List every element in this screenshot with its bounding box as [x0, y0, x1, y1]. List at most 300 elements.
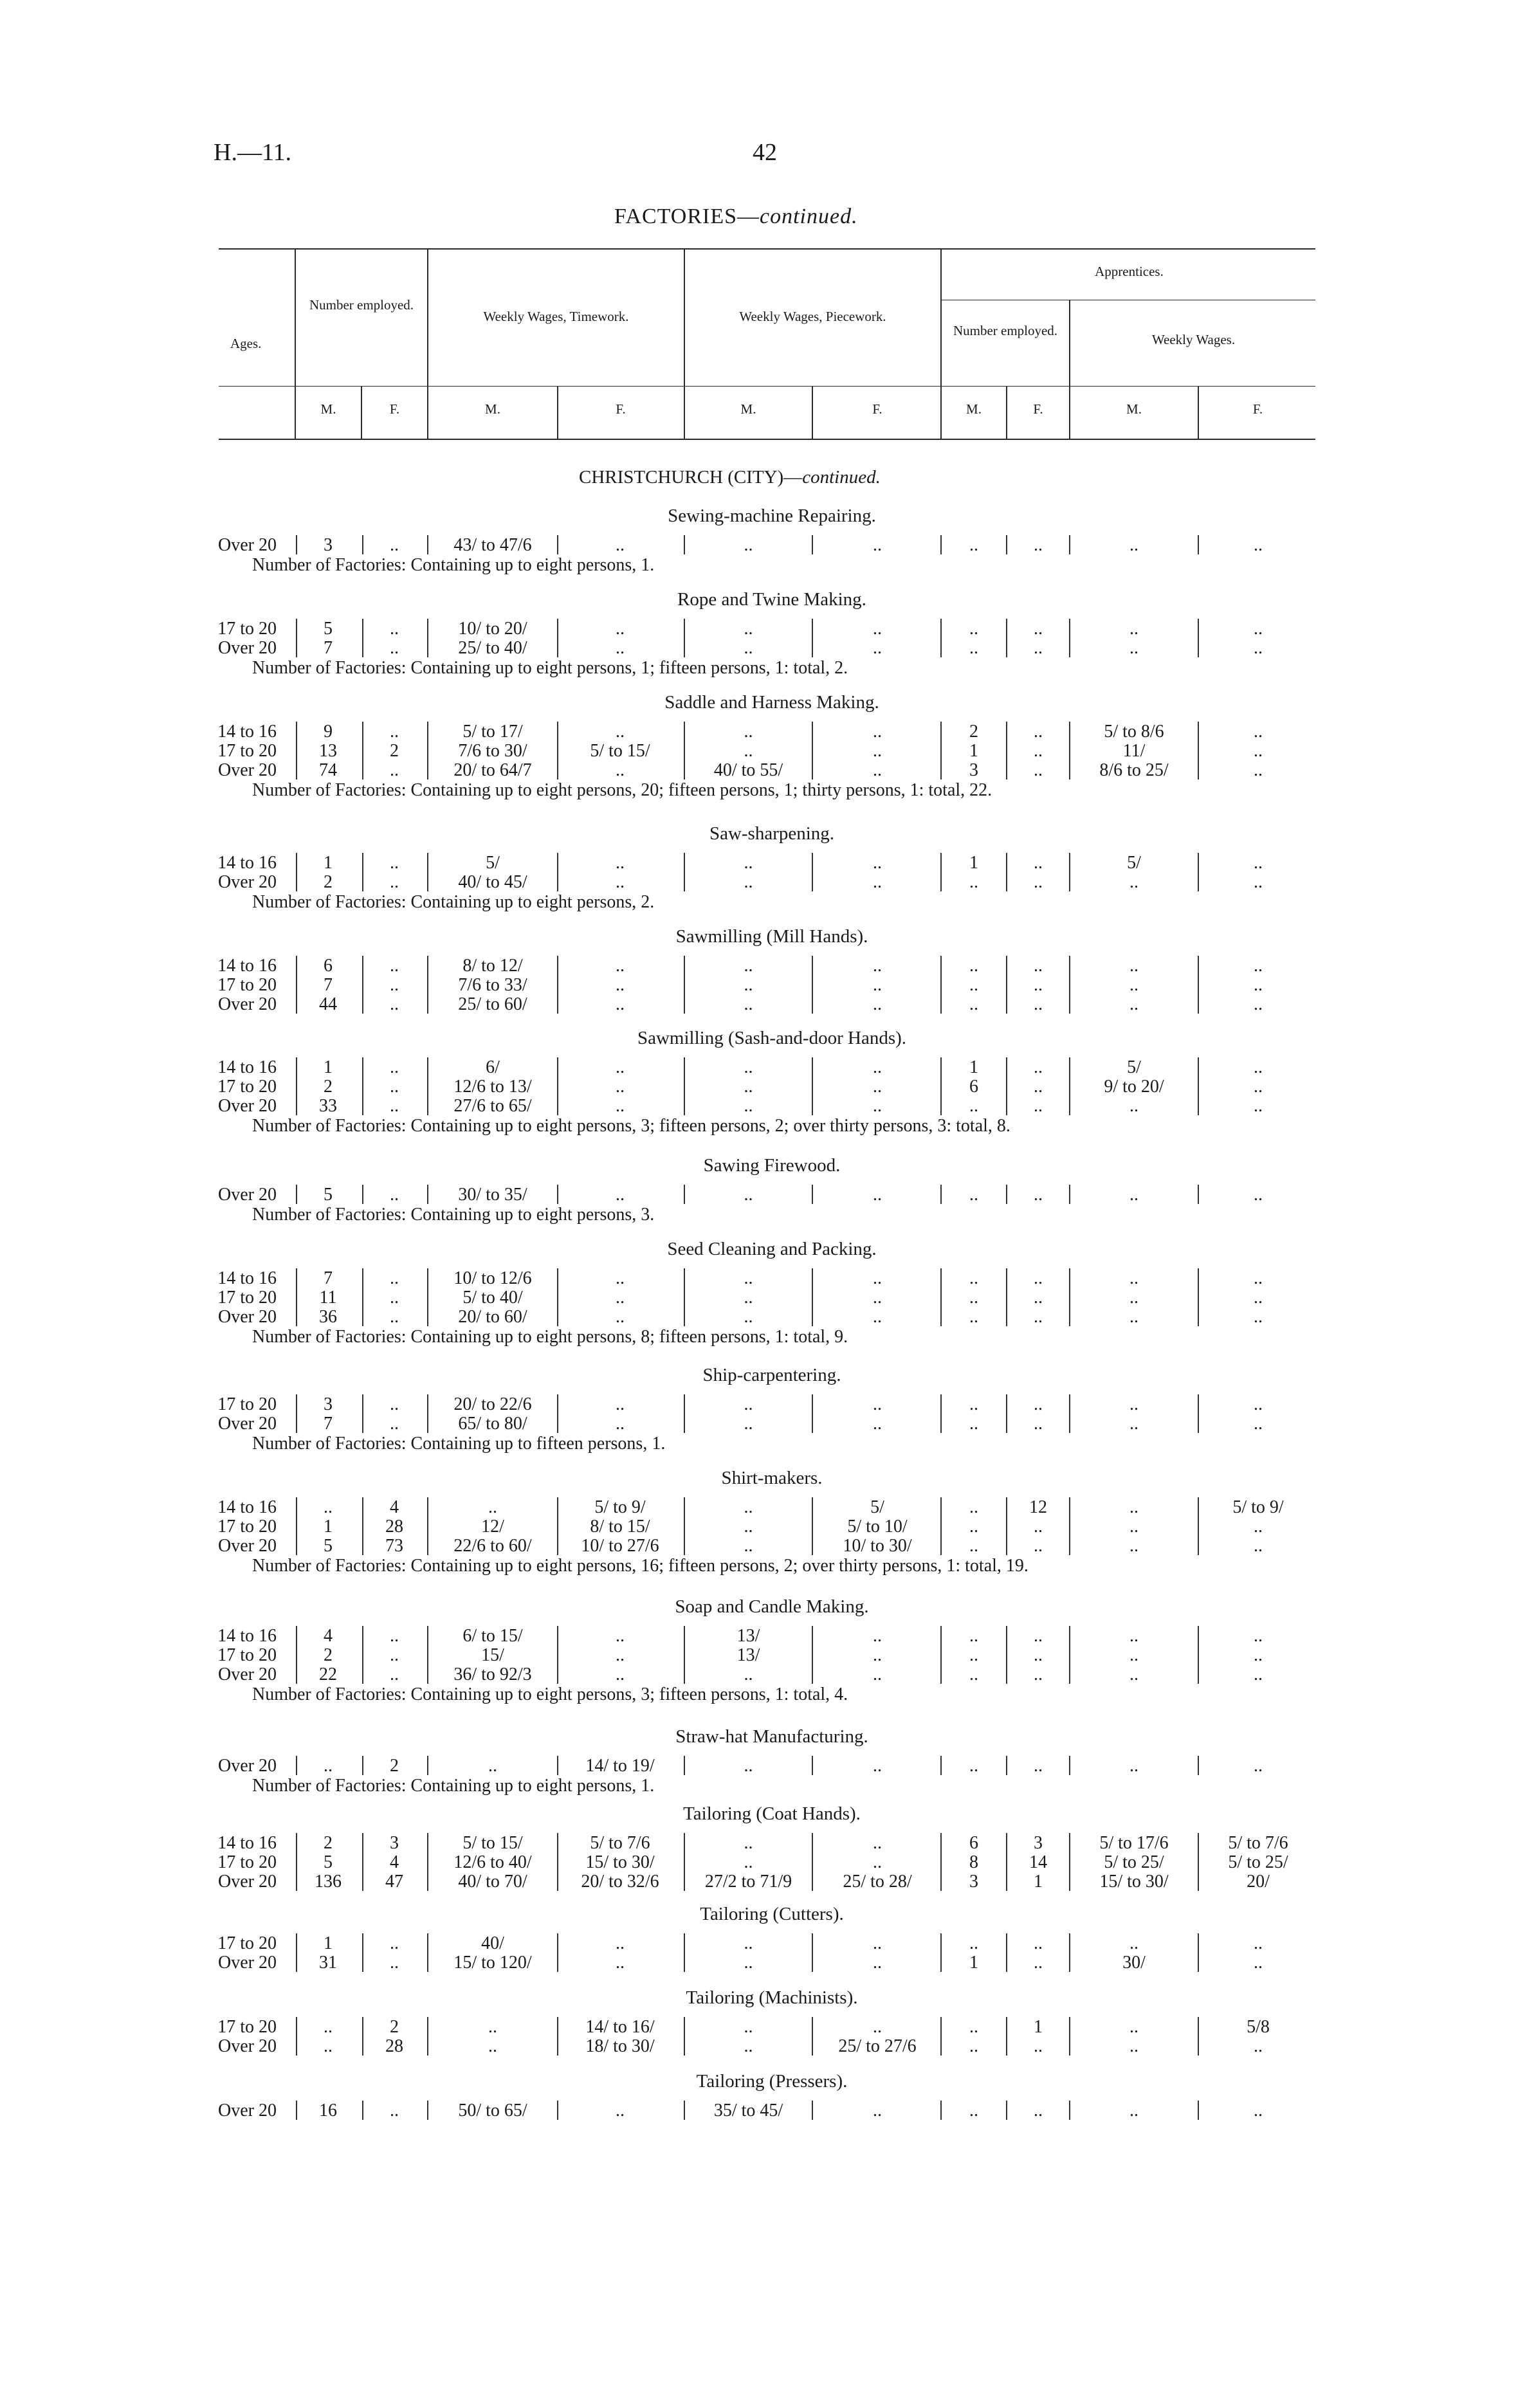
table-cell: 73 [385, 1536, 403, 1556]
age-cell: Over 20 [218, 1185, 277, 1205]
column-separator [557, 1268, 558, 1326]
city-heading-main: CHRISTCHURCH (CITY)— [579, 467, 803, 488]
table-cell: 7 [324, 638, 333, 658]
table-cell: 20/ to 32/6 [581, 1872, 659, 1892]
column-separator [296, 1057, 297, 1115]
table-cell: 5/ to 40/ [462, 1288, 523, 1308]
table-cell: .. [1254, 872, 1263, 892]
table-cell: .. [390, 1414, 399, 1434]
column-separator [296, 1933, 297, 1972]
col-divider [427, 248, 428, 439]
table-cell: .. [1129, 1645, 1138, 1665]
table-cell: .. [1034, 872, 1043, 892]
table-cell: .. [1034, 760, 1043, 780]
header-f: F. [616, 401, 626, 417]
column-separator [812, 853, 813, 891]
table-cell: .. [1034, 1185, 1043, 1205]
column-separator [296, 1497, 297, 1555]
col-divider-sub [1198, 386, 1199, 439]
table-cell: .. [1254, 1645, 1263, 1665]
column-separator [1069, 535, 1070, 554]
column-separator [296, 1268, 297, 1326]
column-separator [1069, 1268, 1070, 1326]
table-cell: .. [1254, 619, 1263, 639]
table-cell: 2 [390, 2017, 399, 2037]
col-divider [940, 248, 942, 439]
column-separator [684, 956, 685, 1014]
table-cell: .. [969, 1414, 978, 1434]
table-cell: .. [1034, 1077, 1043, 1097]
table-cell: .. [873, 535, 882, 555]
table-cell: 2 [324, 1645, 333, 1665]
column-separator [684, 2017, 685, 2056]
table-cell: .. [1254, 1307, 1263, 1327]
column-separator [362, 853, 363, 891]
column-separator [427, 619, 428, 657]
column-separator [1006, 2101, 1007, 2120]
column-separator [427, 853, 428, 891]
column-separator [940, 853, 942, 891]
table-cell: 6 [969, 1077, 978, 1097]
table-cell: .. [744, 1394, 753, 1414]
age-cell: Over 20 [218, 1756, 277, 1776]
table-cell: 40/ to 55/ [713, 760, 783, 780]
age-cell: Over 20 [218, 1872, 277, 1892]
table-cell: 5/ [870, 1497, 884, 1517]
column-separator [557, 535, 558, 554]
table-cell: .. [616, 2101, 625, 2121]
table-cell: 13/ [736, 1626, 760, 1646]
table-cell: .. [1129, 1414, 1138, 1434]
column-separator [1198, 722, 1199, 780]
table-cell: .. [744, 1057, 753, 1077]
column-separator [427, 1394, 428, 1433]
table-cell: .. [616, 975, 625, 995]
table-cell: 36/ to 92/3 [453, 1665, 532, 1684]
table-cell: 5/ to 7/6 [1228, 1833, 1288, 1853]
column-separator [812, 619, 813, 657]
table-cell: .. [873, 722, 882, 742]
table-cell: .. [616, 1665, 625, 1684]
section-title: Tailoring (Machinists). [686, 1987, 858, 2008]
column-separator [1069, 1626, 1070, 1684]
age-cell: 14 to 16 [217, 853, 277, 873]
table-cell: .. [390, 760, 399, 780]
table-cell: .. [1034, 1665, 1043, 1684]
column-separator [427, 1626, 428, 1684]
column-separator [296, 1394, 297, 1433]
table-cell: 7/6 to 33/ [458, 975, 527, 995]
table-cell: .. [873, 1185, 882, 1205]
table-cell: .. [1129, 1288, 1138, 1308]
table-cell: .. [1034, 1268, 1043, 1288]
table-cell: .. [1129, 1185, 1138, 1205]
table-cell: 1 [1034, 1872, 1043, 1892]
table-cell: .. [1129, 2036, 1138, 2056]
column-separator [427, 1497, 428, 1555]
age-cell: 14 to 16 [217, 722, 277, 742]
table-cell: 12/6 to 40/ [453, 1852, 532, 1872]
table-cell: .. [1129, 994, 1138, 1014]
age-cell: 17 to 20 [217, 1517, 277, 1537]
age-cell: 14 to 16 [217, 1833, 277, 1853]
column-separator [362, 1756, 363, 1775]
table-cell: .. [1034, 741, 1043, 761]
table-cell: .. [1034, 853, 1043, 873]
column-separator [684, 1057, 685, 1115]
section-title: Straw-hat Manufacturing. [675, 1726, 868, 1747]
table-cell: .. [616, 853, 625, 873]
table-cell: .. [969, 619, 978, 639]
section-title: Ship-carpentering. [702, 1365, 841, 1385]
table-cell: .. [1129, 1497, 1138, 1517]
table-cell: 4 [390, 1497, 399, 1517]
column-separator [296, 1833, 297, 1891]
column-separator [427, 1933, 428, 1972]
table-cell: 1 [969, 853, 978, 873]
table-cell: .. [390, 1953, 399, 1973]
table-cell: 9/ to 20/ [1104, 1077, 1164, 1097]
age-cell: Over 20 [218, 535, 277, 555]
section-title: Saddle and Harness Making. [664, 692, 879, 713]
table-cell: .. [1034, 1756, 1043, 1776]
age-cell: 14 to 16 [217, 1497, 277, 1517]
column-separator [1069, 1057, 1070, 1115]
table-cell: .. [1129, 872, 1138, 892]
table-cell: .. [324, 1756, 333, 1776]
table-cell: 3 [324, 535, 333, 555]
header-ages: Ages. [230, 336, 262, 351]
table-cell: .. [616, 994, 625, 1014]
age-cell: 14 to 16 [217, 956, 277, 976]
table-cell: .. [744, 1833, 753, 1853]
table-cell: .. [1254, 741, 1263, 761]
table-cell: .. [744, 975, 753, 995]
column-separator [1006, 1394, 1007, 1433]
column-separator [1198, 1833, 1199, 1891]
table-cell: .. [969, 872, 978, 892]
column-separator [557, 1394, 558, 1433]
table-cell: 16 [319, 2101, 337, 2121]
table-cell: 5/ to 9/ [1232, 1497, 1284, 1517]
age-cell: 14 to 16 [217, 1626, 277, 1646]
table-cell: .. [969, 1268, 978, 1288]
table-cell: .. [488, 2017, 497, 2037]
table-cell: .. [488, 1497, 497, 1517]
table-cell: .. [1129, 1665, 1138, 1684]
column-separator [812, 1268, 813, 1326]
column-separator [362, 956, 363, 1014]
table-cell: .. [873, 853, 882, 873]
column-separator [812, 535, 813, 554]
header-m: M. [485, 401, 500, 417]
table-cell: .. [744, 1096, 753, 1116]
column-separator [362, 1933, 363, 1972]
col-divider [295, 248, 296, 439]
table-cell: .. [873, 1665, 882, 1684]
table-cell: .. [1129, 1096, 1138, 1116]
column-separator [1006, 853, 1007, 891]
column-separator [362, 535, 363, 554]
section-title: Tailoring (Pressers). [696, 2071, 848, 2092]
column-separator [940, 1626, 942, 1684]
table-cell: .. [969, 1288, 978, 1308]
document-reference: H.—11. [214, 139, 292, 166]
table-cell: 8/6 to 25/ [1099, 760, 1169, 780]
table-cell: 5/ to 15/ [590, 741, 650, 761]
table-cell: 15/ to 30/ [1099, 1872, 1169, 1892]
table-cell: .. [969, 535, 978, 555]
table-cell: .. [390, 638, 399, 658]
table-cell: .. [744, 1077, 753, 1097]
table-cell: .. [1254, 1953, 1263, 1973]
table-cell: .. [390, 994, 399, 1014]
table-cell: 14/ to 16/ [585, 2017, 655, 2037]
section-title: Sewing-machine Repairing. [668, 506, 876, 526]
section-title: Shirt-makers. [721, 1468, 823, 1488]
table-cell: .. [616, 722, 625, 742]
column-separator [1198, 2017, 1199, 2056]
table-cell: .. [873, 1414, 882, 1434]
table-cell: .. [1034, 1933, 1043, 1953]
column-separator [1006, 1185, 1007, 1204]
column-separator [557, 853, 558, 891]
table-cell: 22 [319, 1665, 337, 1684]
column-separator [940, 2101, 942, 2120]
column-separator [427, 956, 428, 1014]
column-separator [296, 1756, 297, 1775]
table-cell: .. [873, 1645, 882, 1665]
age-cell: 17 to 20 [217, 1394, 277, 1414]
table-cell: .. [1254, 1756, 1263, 1776]
column-separator [684, 619, 685, 657]
table-cell: 12 [1029, 1497, 1047, 1517]
table-cell: .. [1254, 1185, 1263, 1205]
table-cell: 5/ to 7/6 [590, 1833, 650, 1853]
table-cell: 5/ to 25/ [1104, 1852, 1164, 1872]
column-separator [684, 1394, 685, 1433]
table-cell: .. [1034, 2101, 1043, 2121]
factories-note: Number of Factories: Containing up to eight persons, 3; fifteen persons, 1: total, 4. [252, 1684, 848, 1704]
table-cell: 5/ to 15/ [462, 1833, 523, 1853]
column-separator [812, 1833, 813, 1891]
table-cell: .. [744, 1185, 753, 1205]
column-separator [812, 1933, 813, 1972]
column-separator [557, 2017, 558, 2056]
table-cell: .. [969, 1096, 978, 1116]
table-cell: 12/ [481, 1517, 504, 1537]
table-cell: .. [744, 2036, 753, 2056]
column-separator [812, 956, 813, 1014]
column-separator [557, 722, 558, 780]
header-apprentices: Apprentices. [1095, 264, 1164, 279]
age-cell: 17 to 20 [217, 1288, 277, 1308]
table-cell: 8/ to 15/ [590, 1517, 650, 1537]
column-separator [557, 1833, 558, 1891]
column-separator [1198, 1057, 1199, 1115]
table-cell: .. [1129, 1933, 1138, 1953]
table-cell: .. [873, 1307, 882, 1327]
table-cell: 30/ to 35/ [458, 1185, 527, 1205]
table-cell: 2 [390, 741, 399, 761]
column-separator [1006, 619, 1007, 657]
column-separator [1006, 1497, 1007, 1555]
table-cell: .. [1254, 1077, 1263, 1097]
table-cell: .. [1254, 1057, 1263, 1077]
column-separator [362, 1394, 363, 1433]
column-separator [1198, 535, 1199, 554]
column-separator [812, 1497, 813, 1555]
age-cell: 17 to 20 [217, 619, 277, 639]
column-separator [1198, 1497, 1199, 1555]
table-cell: 6 [969, 1833, 978, 1853]
column-separator [684, 1497, 685, 1555]
table-cell: .. [744, 2017, 753, 2037]
table-cell: .. [1254, 1665, 1263, 1684]
table-cell: .. [390, 956, 399, 976]
table-cell: .. [873, 760, 882, 780]
column-separator [812, 2101, 813, 2120]
table-cell: .. [1034, 1517, 1043, 1537]
column-separator [1198, 1933, 1199, 1972]
table-cell: 27/6 to 65/ [453, 1096, 532, 1116]
table-cell: .. [1254, 853, 1263, 873]
table-cell: 36 [319, 1307, 337, 1327]
table-cell: .. [616, 760, 625, 780]
table-cell: .. [873, 1288, 882, 1308]
table-cell: 1 [324, 853, 333, 873]
table-cell: .. [1254, 535, 1263, 555]
table-cell: .. [390, 872, 399, 892]
column-separator [812, 1756, 813, 1775]
table-cell: .. [1254, 638, 1263, 658]
factories-note: Number of Factories: Containing up to eight persons, 1. [252, 555, 655, 575]
table-cell: 14 [1029, 1852, 1047, 1872]
table-cell: 1 [969, 1057, 978, 1077]
header-wages-timework: Weekly Wages, Timework. [483, 309, 629, 324]
header-f: F. [1033, 401, 1043, 417]
header-bottom-rule [219, 439, 1315, 440]
age-cell: Over 20 [218, 1536, 277, 1556]
column-separator [1198, 1185, 1199, 1204]
table-cell: 5/ to 25/ [1228, 1852, 1288, 1872]
table-cell: 10/ to 27/6 [581, 1536, 659, 1556]
table-cell: 14/ to 19/ [585, 1756, 655, 1776]
column-separator [940, 535, 942, 554]
table-cell: 2 [390, 1756, 399, 1776]
column-separator [1006, 1933, 1007, 1972]
table-cell: .. [1254, 1933, 1263, 1953]
table-cell: .. [616, 1307, 625, 1327]
table-cell: 5/ to 9/ [594, 1497, 646, 1517]
table-cell: .. [744, 872, 753, 892]
table-cell: 20/ to 22/6 [453, 1394, 532, 1414]
column-separator [427, 1268, 428, 1326]
table-cell: 35/ to 45/ [713, 2101, 783, 2121]
city-heading-continued: continued. [802, 467, 881, 488]
column-separator [362, 619, 363, 657]
table-cell: .. [744, 741, 753, 761]
table-cell: .. [1129, 535, 1138, 555]
table-cell: .. [744, 535, 753, 555]
column-separator [684, 722, 685, 780]
table-cell: .. [1129, 2017, 1138, 2037]
factories-note: Number of Factories: Containing up to eight persons, 8; fifteen persons, 1: total, 9. [252, 1327, 848, 1347]
column-separator [1069, 853, 1070, 891]
table-cell: 40/ to 70/ [458, 1872, 527, 1892]
table-cell: .. [616, 1953, 625, 1973]
page-title-continued: continued. [760, 205, 858, 228]
table-cell: .. [1034, 956, 1043, 976]
column-separator [940, 956, 942, 1014]
age-cell: Over 20 [218, 1414, 277, 1434]
table-cell: .. [969, 1536, 978, 1556]
column-separator [296, 535, 297, 554]
column-separator [362, 2101, 363, 2120]
table-cell: .. [390, 853, 399, 873]
table-cell: .. [1254, 2036, 1263, 2056]
table-cell: .. [390, 1185, 399, 1205]
table-cell: .. [744, 619, 753, 639]
age-cell: 17 to 20 [217, 2017, 277, 2037]
column-separator [296, 853, 297, 891]
table-cell: .. [1254, 1414, 1263, 1434]
column-separator [684, 1185, 685, 1204]
table-cell: .. [969, 2017, 978, 2037]
table-cell: 12/6 to 13/ [453, 1077, 532, 1097]
table-cell: .. [390, 722, 399, 742]
table-cell: .. [616, 535, 625, 555]
col-divider-sub [812, 386, 813, 439]
table-cell: .. [390, 1645, 399, 1665]
column-separator [557, 1497, 558, 1555]
table-cell: 8 [969, 1852, 978, 1872]
column-separator [427, 1833, 428, 1891]
table-cell: .. [1034, 1536, 1043, 1556]
section-title: Soap and Candle Making. [675, 1596, 869, 1617]
age-cell: 14 to 16 [217, 1057, 277, 1077]
section-title: Sawing Firewood. [703, 1155, 841, 1176]
table-cell: .. [616, 1057, 625, 1077]
table-cell: .. [744, 1307, 753, 1327]
table-cell: .. [744, 1756, 753, 1776]
table-cell: 3 [1034, 1833, 1043, 1853]
column-separator [1006, 1756, 1007, 1775]
table-cell: 20/ to 64/7 [453, 760, 532, 780]
table-cell: .. [969, 1517, 978, 1537]
column-separator [1069, 2017, 1070, 2056]
table-cell: 9 [324, 722, 333, 742]
table-cell: .. [969, 1394, 978, 1414]
column-separator [684, 1756, 685, 1775]
column-separator [557, 1626, 558, 1684]
column-separator [557, 1756, 558, 1775]
table-cell: .. [390, 1665, 399, 1684]
table-cell: .. [1034, 1096, 1043, 1116]
column-separator [1006, 722, 1007, 780]
age-cell: Over 20 [218, 760, 277, 780]
column-separator [940, 2017, 942, 2056]
section-title: Sawmilling (Mill Hands). [675, 926, 868, 947]
table-cell: .. [873, 872, 882, 892]
table-cell: 40/ to 45/ [458, 872, 527, 892]
section-title: Sawmilling (Sash-and-door Hands). [637, 1028, 907, 1048]
column-separator [940, 1057, 942, 1115]
table-cell: 40/ [481, 1933, 504, 1953]
table-cell: .. [873, 1933, 882, 1953]
table-cell: .. [390, 1057, 399, 1077]
column-separator [427, 1756, 428, 1775]
